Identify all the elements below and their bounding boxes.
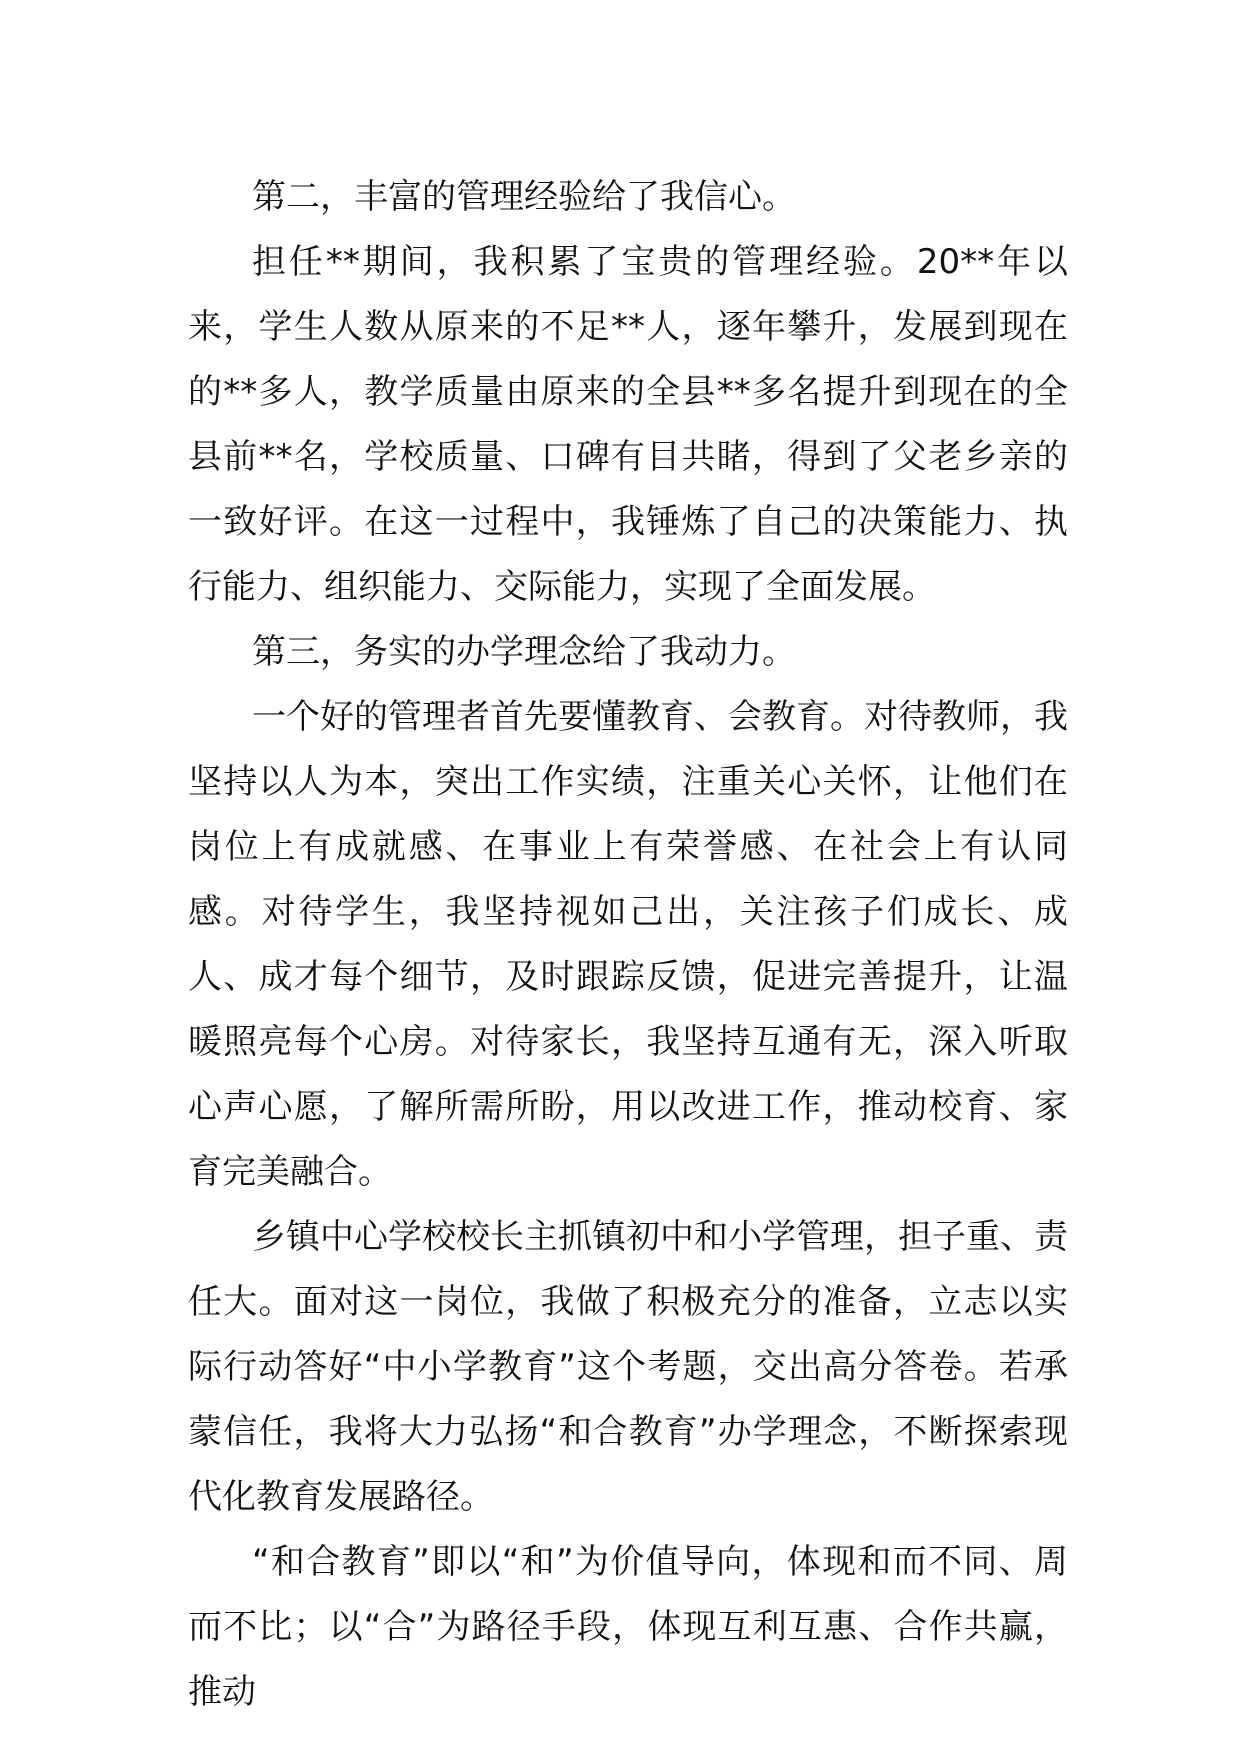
document-body — [188, 165, 1068, 1725]
paragraph-heading-second: 第二，丰富的管理经验给了我信心。 — [252, 177, 796, 217]
paragraph-harmony-education: “和合教育”即以“和”为价值导向，体现和而不同、周而不比；以“合”为路径手段，体现互利互惠、合作共赢，推动 — [188, 1542, 1068, 1712]
paragraph-good-manager: 一个好的管理者首先要懂教育、会教育。对待教师，我坚持以人为本，突出工作实绩，注重关心关怀，让他们在岗位上有成就感、在事业上有荣誉感、在社会上有认同感。对待学生，我坚持视如己出，关注孩子们成长、成人、成才每个细节，及时跟踪反馈，促进完善提升，让温暖照亮每个心房。对待家长，我坚持互通有无，深入听取心声心愿，了解所需所盼，用以改进工作，推动校育、家育完美融合。 — [188, 697, 1068, 1192]
paragraph-principal-role: 乡镇中心学校校长主抓镇初中和小学管理，担子重、责任大。面对这一岗位，我做了积极充分的准备，立志以实际行动答好“中小学教育”这个考题，交出高分答卷。若承蒙信任，我将大力弘扬“和合教育”办学理念，不断探索现代化教育发展路径。 — [188, 1217, 1068, 1517]
paragraph-management-experience: 担任**期间，我积累了宝贵的管理经验。20**年以来，学生人数从原来的不足**人，逐年攀升，发展到现在的**多人，教学质量由原来的全县**多名提升到现在的全县前**名，学校质量、口碑有目共睹，得到了父老乡亲的一致好评。在这一过程中，我锤炼了自己的决策能力、执行能力、组织能力、交际能力，实现了全面发展。 — [188, 242, 1068, 607]
paragraph-heading-third: 第三，务实的办学理念给了我动力。 — [252, 632, 796, 672]
